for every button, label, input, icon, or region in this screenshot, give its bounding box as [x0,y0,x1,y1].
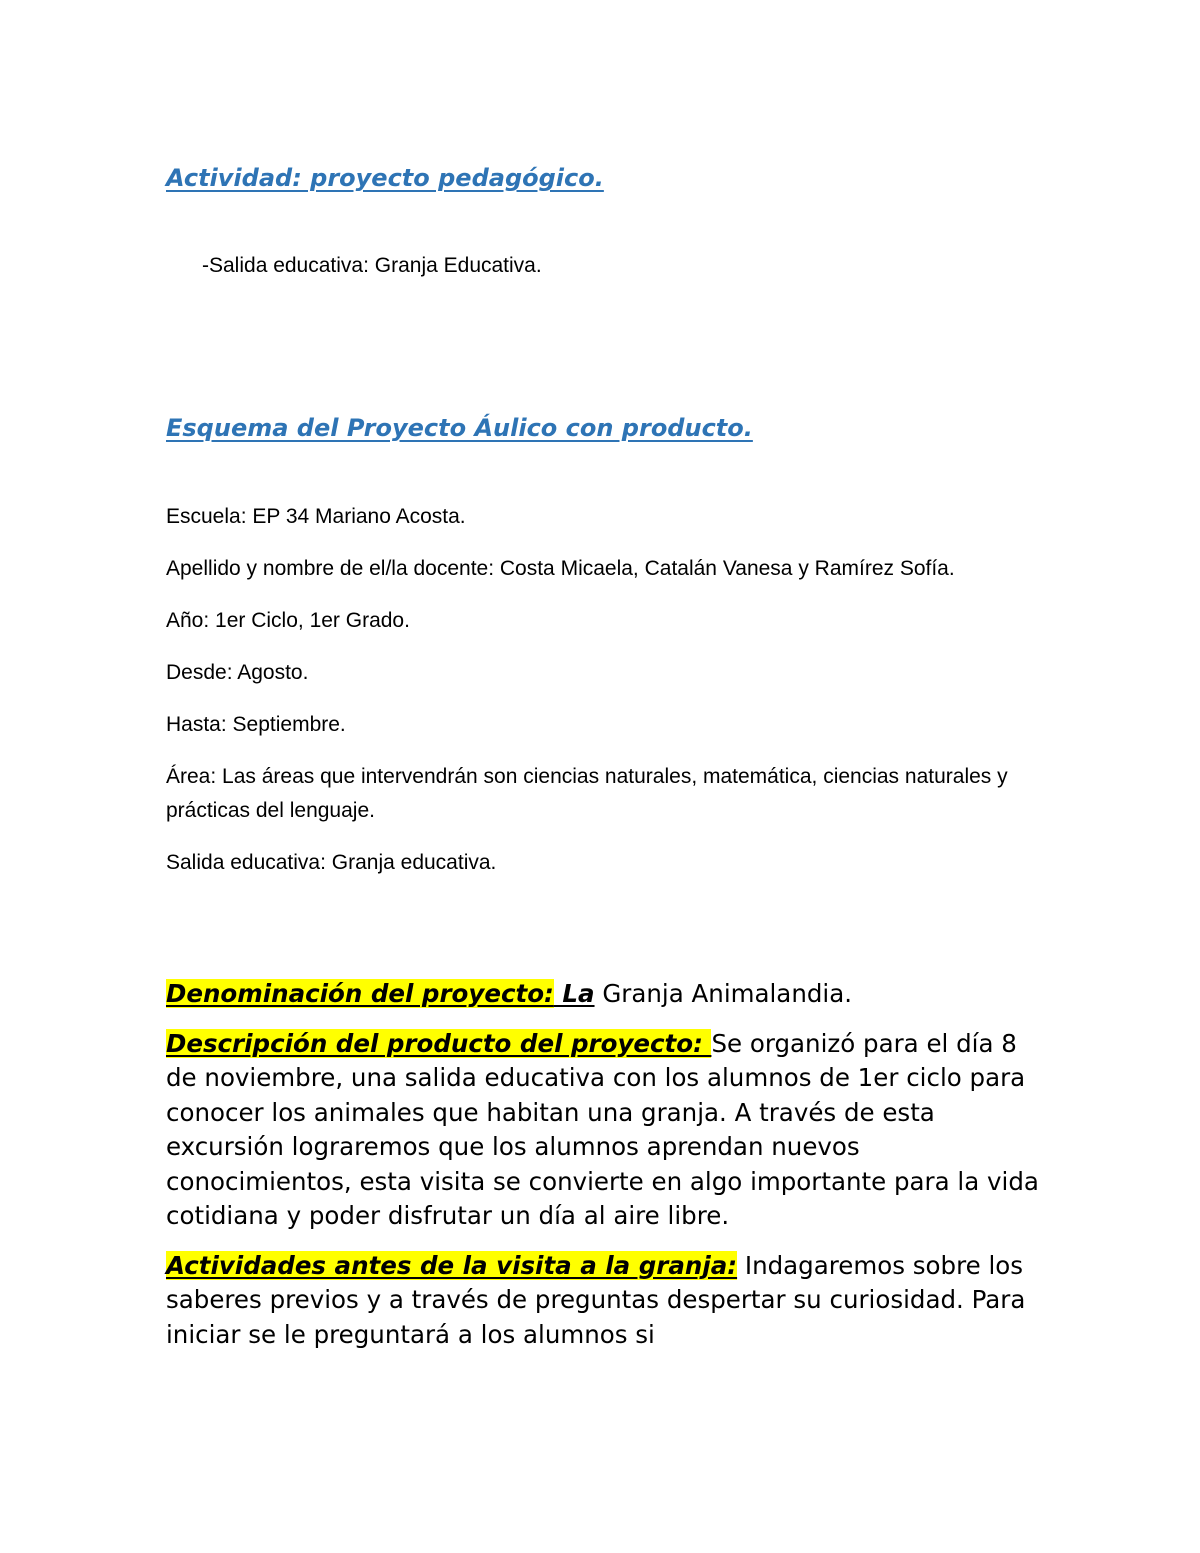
info-school: Escuela: EP 34 Mariano Acosta. [166,505,466,528]
section-label-suffix: La [553,979,595,1008]
section-product-description [166,1027,1046,1234]
activity-heading: Actividad: proyecto pedagógico. [166,164,604,192]
info-teachers: Apellido y nombre de el/la docente: Costa Micaela, Catalán Vanesa y Ramírez Sofía. [166,557,955,580]
section-activities-before-visit [166,1249,1046,1353]
project-outline-heading: Esquema del Proyecto Áulico con producto. [166,414,753,442]
section-label: Actividades antes de la visita a la granja: [166,1250,738,1280]
section-label: Denominación del proyecto: [166,979,554,1008]
section-text: Indagaremos sobre los saberes previos y a través de preguntas despertar su curiosidad. Para iniciar se le preguntará a los alumnos si [166,1250,1026,1349]
info-field-trip: Salida educativa: Granja educativa. [166,851,497,874]
project-info-block [166,500,1046,898]
section-text: Se organizó para el día 8 de noviembre, una salida educativa con los alumnos de 1er ciclo para conocer los animales que habitan una granja. A través de esta excursión lograremos que los alumnos aprendan nuevos conocimientos, esta visita se convierte en algo importante para la vida cotidiana y poder disfrutar un día al aire libre. [166,1028,1039,1230]
info-from: Desde: Agosto. [166,661,309,684]
info-until: Hasta: Septiembre. [166,713,346,736]
info-year: Año: 1er Ciclo, 1er Grado. [166,609,410,632]
section-text: Granja Animalandia. [594,979,853,1008]
field-trip-subline: -Salida educativa: Granja Educativa. [202,254,542,277]
project-sections [166,977,1046,1367]
info-area: Área: Las áreas que intervendrán son ciencias naturales, matemática, ciencias naturales y prácticas del lenguaje. [166,765,1008,822]
section-label: Descripción del producto del proyecto: [166,1028,712,1058]
section-project-name [166,977,1046,1012]
